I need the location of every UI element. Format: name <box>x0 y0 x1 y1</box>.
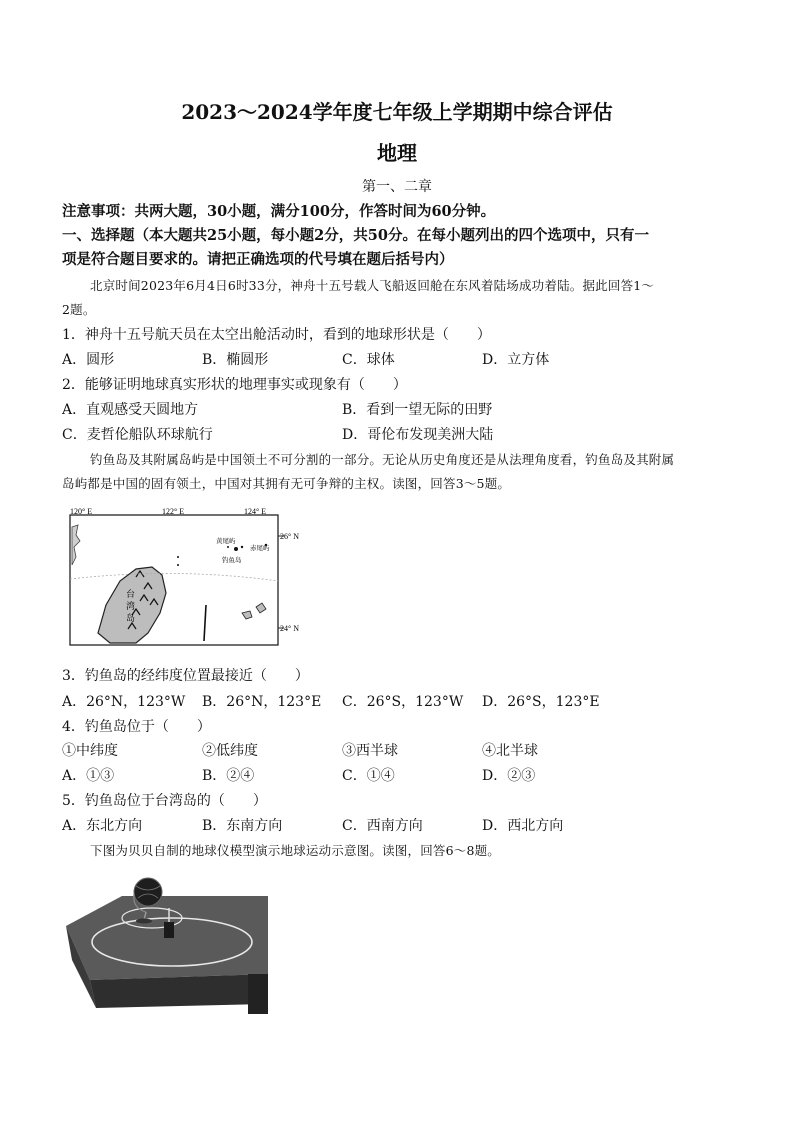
chapter-label: 第一、二章 <box>362 179 432 195</box>
q1-option-d: D．立方体 <box>482 352 550 368</box>
label-diaoyudao: 钓鱼岛 <box>222 557 242 564</box>
lamp-sun <box>164 922 174 938</box>
taiwan-label-3: 岛 <box>126 613 136 623</box>
q2-option-c: C．麦哲伦船队环球航行 <box>62 427 213 443</box>
q5-option-d: D．西北方向 <box>482 818 564 834</box>
q4-option-c: C．①④ <box>342 768 395 784</box>
intro1-line2: 2题。 <box>62 302 96 317</box>
lat-label-24: 24° N <box>280 624 299 633</box>
q1-option-a: A．圆形 <box>62 352 115 368</box>
globe-icon <box>134 878 162 906</box>
q4-item-1: ①中纬度 <box>62 743 118 759</box>
diaoyu-island-map <box>66 505 316 650</box>
q2-option-b: B．看到一望无际的田野 <box>342 402 493 418</box>
diaoyu-island-dot <box>234 547 238 551</box>
ryukyu-islands <box>242 603 266 619</box>
taiwan-label-1: 台 <box>126 589 136 599</box>
globe-model-photo <box>62 868 274 1016</box>
q2-stem: 2．能够证明地球真实形状的地理事实或现象有（ ） <box>62 377 407 393</box>
q3-stem: 3．钓鱼岛的经纬度位置最接近（ ） <box>62 668 309 684</box>
q1-stem: 1．神舟十五号航天员在太空出舱活动时，看到的地球形状是（ ） <box>62 327 491 343</box>
q1-option-c: C．球体 <box>342 352 395 368</box>
mainland-coast <box>72 525 80 565</box>
intro1-line1: 北京时间2023年6月4日6时33分，神舟十五号载人飞船返回舱在东风着陆场成功着陆。据此回答1～ <box>90 278 655 293</box>
q5-option-b: B．东南方向 <box>202 818 283 834</box>
q5-stem: 5．钓鱼岛位于台湾岛的（ ） <box>62 793 267 809</box>
q4-item-3: ③西半球 <box>342 743 398 759</box>
notice: 注意事项：共两大题，30小题，满分100分，作答时间为60分钟。 <box>62 203 496 220</box>
q3-option-a: A．26°N，123°W <box>62 694 186 710</box>
q4-option-b: B．②④ <box>202 768 255 784</box>
q5-option-c: C．西南方向 <box>342 818 423 834</box>
intro3: 下图为贝贝自制的地球仪模型演示地球运动示意图。读图，回答6～8题。 <box>90 843 501 858</box>
q1-option-b: B．椭圆形 <box>202 352 269 368</box>
label-huangweiyu: 黄尾屿 <box>216 538 236 545</box>
section1-line1: 一、选择题（本大题共25小题，每小题2分，共50分。在每小题列出的四个选项中，只有一 <box>62 227 649 244</box>
q4-item-4: ④北半球 <box>482 743 538 759</box>
q4-item-2: ②低纬度 <box>202 743 258 759</box>
intro2-line2: 岛屿都是中国的固有领土，中国对其拥有无可争辩的主权。读图，回答3～5题。 <box>62 476 511 491</box>
q4-option-d: D．②③ <box>482 768 536 784</box>
q3-option-b: B．26°N，123°E <box>202 694 322 710</box>
intro2-line1: 钓鱼岛及其附属岛屿是中国领土不可分割的一部分。无论从历史角度还是从法理角度看，钓鱼岛及其附属 <box>90 452 675 467</box>
label-chiweiyu: 赤尾屿 <box>250 545 270 552</box>
page-title: 2023～2024学年度七年级上学期期中综合评估 <box>181 100 613 124</box>
lon-label-120: 120° E <box>70 507 93 516</box>
q2-option-a: A．直观感受天圆地方 <box>62 402 199 418</box>
q4-stem: 4．钓鱼岛位于（ ） <box>62 719 211 735</box>
q4-option-a: A．①③ <box>62 768 115 784</box>
subject-title: 地理 <box>377 141 417 165</box>
q5-option-a: A．东北方向 <box>62 818 143 834</box>
taiwan-label-2: 湾 <box>126 601 136 611</box>
q3-option-c: C．26°S，123°W <box>342 694 464 710</box>
lat-label-26: 26° N <box>280 532 299 541</box>
q2-option-d: D．哥伦布发现美洲大陆 <box>342 427 494 443</box>
q3-option-d: D．26°S，123°E <box>482 694 600 710</box>
section1-line2: 项是符合题目要求的。请把正确选项的代号填在题后括号内） <box>62 251 454 268</box>
lon-label-124: 124° E <box>244 507 267 516</box>
lon-label-122: 122° E <box>162 507 185 516</box>
